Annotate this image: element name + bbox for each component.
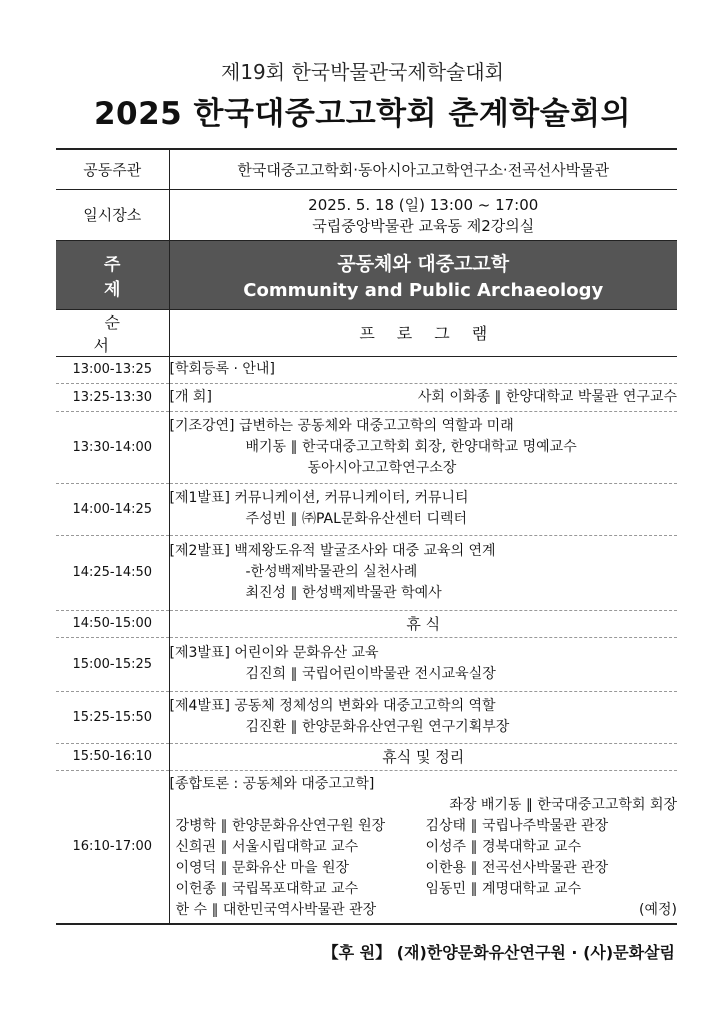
time-cell: 15:50-16:10 [56,743,169,770]
time-cell: 14:50-15:00 [56,610,169,637]
time-cell: 14:25-14:50 [56,535,169,610]
program-line: [제2발표] 백제왕도유적 발굴조사와 대중 교육의 연계 [169,543,496,559]
panelist: 이영덕 ∥ 문화유산 마을 원장 [175,860,350,877]
program-header: 프로그램 [359,324,510,343]
host-value: 한국대중고고학회·동아시아고고학연구소·전곡선사박물관 [237,160,610,179]
theme-value [169,240,677,309]
sponsor-line: 【후 원】 (재)한양문화유산연구원 · (사)문화살림 [322,943,675,962]
tentative-note: (예정) [639,902,677,919]
schedule-row [56,770,677,924]
schedule-row [56,535,677,610]
event-subtitle: 제19회 한국박물관국제학술대회 [221,60,504,84]
speaker-line: 최진성 ∥ 한성백제박물관 학예사 [245,585,442,601]
program-table [56,148,677,925]
host-label: 공동주관 [56,149,169,189]
column-header-row [56,309,677,356]
speaker-line: 주성빈 ∥ ㈜PAL문화유산센터 디렉터 [245,511,468,527]
chair-line: 좌장 배기동 ∥ 한국대중고고학회 회장 [449,797,677,814]
panelist: 김상태 ∥ 국립나주박물관 관장 [425,818,609,835]
schedule-row [56,691,677,743]
time-cell: 13:25-13:30 [56,383,169,411]
schedule-row [56,483,677,535]
program-line: [제1발표] 커뮤니케이션, 커뮤니케이터, 커뮤니티 [169,490,469,506]
panelist: 이헌종 ∥ 국립목포대학교 교수 [175,881,359,898]
datetime-label: 일시장소 [56,189,169,240]
theme-english: Community and Public Archaeology [243,279,604,301]
order-header: 순 서 [93,312,142,355]
panelist: 이성주 ∥ 경북대학교 교수 [425,839,582,856]
time-cell: 15:00-15:25 [56,637,169,691]
datetime-row [56,189,677,240]
datetime-value [169,189,677,240]
datetime-line: 2025. 5. 18 (일) 13:00 ~ 17:00 [308,195,539,214]
schedule-row [56,411,677,483]
panelist: 신희권 ∥ 서울시립대학교 교수 [175,839,359,856]
time-cell: 14:00-14:25 [56,483,169,535]
time-cell: 13:00-13:25 [56,356,169,383]
event-title: 2025 한국대중고고학회 춘계학술회의 [93,96,632,132]
program-line: [개 회] [169,388,212,405]
break-label: 휴 식 [406,615,441,633]
time-cell: 15:25-15:50 [56,691,169,743]
program-line: [종합토론 : 공동체와 대중고고학] [169,776,375,793]
moderator-line: 사회 이화종 ∥ 한양대학교 박물관 연구교수 [417,388,677,405]
speaker-line: 배기동 ∥ 한국대중고고학회 회장, 한양대학교 명예교수 [245,438,577,455]
program-subtitle: -한성백제박물관의 실천사례 [245,564,418,580]
panelist: 한 수 ∥ 대한민국역사박물관 관장 [175,902,377,919]
schedule-row [56,383,677,411]
time-cell: 13:30-14:00 [56,411,169,483]
break-label: 휴식 및 정리 [382,748,465,766]
theme-label: 주 제 [56,240,169,309]
venue-line: 국립중앙박물관 교육동 제2강의실 [312,216,535,235]
schedule-row [56,743,677,770]
panelist: 이한용 ∥ 전곡선사박물관 관장 [425,860,609,877]
schedule-row [56,610,677,637]
schedule-row [56,356,677,383]
theme-korean: 공동체와 대중고고학 [337,252,510,275]
program-line: [제3발표] 어린이와 문화유산 교육 [169,645,379,661]
program-line: [제4발표] 공동체 정체성의 변화와 대중고고학의 역할 [169,698,496,714]
theme-row [56,240,677,309]
time-cell: 16:10-17:00 [56,770,169,924]
speaker-line: 김진환 ∥ 한양문화유산연구원 연구기획부장 [245,719,510,735]
panelist: 강병학 ∥ 한양문화유산연구원 원장 [175,818,386,835]
host-row [56,149,677,189]
schedule-row [56,637,677,691]
program-line: [학회등록 · 안내] [169,361,275,377]
speaker-line: 동아시아고고학연구소장 [307,459,457,476]
panelist: 임동민 ∥ 계명대학교 교수 [425,881,582,898]
program-line: [기조강연] 급변하는 공동체와 대중고고학의 역할과 미래 [169,417,514,434]
speaker-line: 김진희 ∥ 국립어린이박물관 전시교육실장 [245,666,496,682]
